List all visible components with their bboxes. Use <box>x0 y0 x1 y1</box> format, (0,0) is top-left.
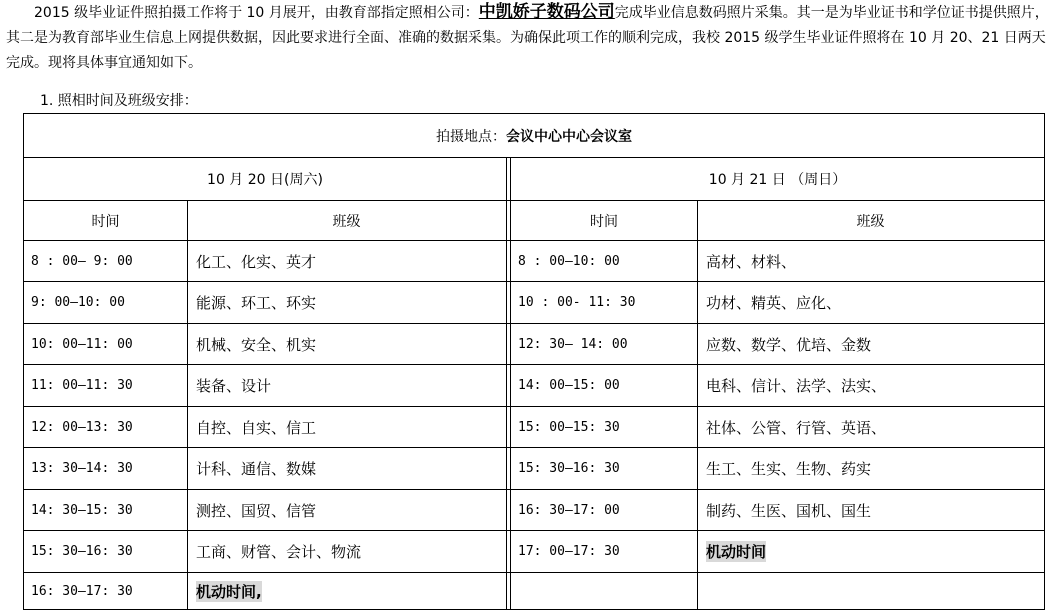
venue-cell <box>24 114 1044 157</box>
venue-label: 拍摄地点： <box>436 128 506 145</box>
row-classes-day1: 计科、通信、数媒 <box>196 460 317 478</box>
day1-header: 10 月 20 日(周六) <box>207 172 323 188</box>
row-time-day2: 12: 30— 14: 00 <box>518 336 628 352</box>
section-heading-schedule: 1. 照相时间及班级安排： <box>40 93 198 109</box>
row-time-day2: 15: 30—16: 30 <box>518 461 620 476</box>
col-header-class-day1: 班级 <box>332 213 361 230</box>
row-classes-day2: 电科、信计、法学、法实、 <box>706 377 887 395</box>
company-name: 中凯娇子数码公司 <box>478 2 615 22</box>
row-classes-day2: 应数、数学、优培、金数 <box>706 335 872 354</box>
row-time-day1: 10: 00—11: 00 <box>31 336 133 352</box>
row-time-day1: 16: 30—17: 30 <box>31 583 133 599</box>
row-time-day1: 11: 00—11: 30 <box>31 378 133 393</box>
row-classes-day2: 功材、精英、应化、 <box>706 294 842 312</box>
row-time-day2: 17: 00—17: 30 <box>518 544 620 559</box>
flex-time-highlight: 机动时间, <box>196 582 262 601</box>
row-classes-day2-flex-slot <box>698 531 1044 572</box>
row-classes-day1: 化工、化实、英才 <box>196 252 317 271</box>
col-header-class-day2: 班级 <box>856 213 885 230</box>
row-classes-day1: 装备、设计 <box>196 377 272 395</box>
day2-header: 10 月 21 日 （周日） <box>708 172 847 188</box>
row-classes-day1: 工商、财管、会计、物流 <box>196 543 362 561</box>
intro-paragraph <box>6 0 1058 76</box>
row-classes-day2: 高材、材料、 <box>706 252 797 271</box>
venue-name: 会议中心中心会议室 <box>506 128 632 145</box>
row-classes-day2: 社体、公管、行管、英语、 <box>706 418 887 437</box>
row-time-day2: 10 : 00- 11: 30 <box>518 295 636 310</box>
row-time-day2: 14: 00—15: 00 <box>518 378 620 393</box>
schedule-table <box>23 113 1045 610</box>
row-time-day1: 14: 30—15: 30 <box>31 502 133 518</box>
row-time-day2 <box>511 573 697 609</box>
row-classes-day1: 自控、自实、信工 <box>196 418 317 437</box>
row-time-day1: 9: 00—10: 00 <box>31 295 125 310</box>
row-time-day2: 15: 00—15: 30 <box>518 419 620 435</box>
row-classes-day2: 制药、生医、国机、国生 <box>706 501 872 520</box>
intro-text-part2: 完成毕业信息数码照片采集。其一是为毕业证书和学位证书提供照片，其二是为教育部毕业生信息上网提供数据，因此要求进行全面、准确的数据采集。为确保此项工作的顺利完成，我校 2015 级学生毕业证件照将在 10 月 20、21 日两天完成。现将具体事宜通知如下。 <box>6 5 1049 71</box>
intro-text-part1: 2015 级毕业证件照拍摄工作将于 10 月展开，由教育部指定照相公司： <box>34 5 479 21</box>
row-classes-day2 <box>698 573 1044 609</box>
row-time-day2: 16: 30—17: 00 <box>518 502 620 518</box>
row-classes-day1-flex-slot <box>188 573 506 609</box>
row-time-day1: 8 : 00— 9: 00 <box>31 253 133 269</box>
row-time-day1: 15: 30—16: 30 <box>31 544 133 559</box>
flex-time-highlight: 机动时间 <box>706 543 767 561</box>
row-classes-day1: 能源、环工、环实 <box>196 294 317 312</box>
row-classes-day1: 测控、国贸、信管 <box>196 501 317 520</box>
col-header-time-day1: 时间 <box>91 213 120 230</box>
row-time-day1: 13: 30—14: 30 <box>31 461 133 476</box>
double-divider-left <box>506 158 507 609</box>
row-time-day1: 12: 00—13: 30 <box>31 419 133 435</box>
row-classes-day2: 生工、生实、生物、药实 <box>706 460 872 478</box>
col-header-time-day2: 时间 <box>590 213 618 230</box>
row-time-day2: 8 : 00—10: 00 <box>518 253 620 269</box>
row-classes-day1: 机械、安全、机实 <box>196 335 317 354</box>
